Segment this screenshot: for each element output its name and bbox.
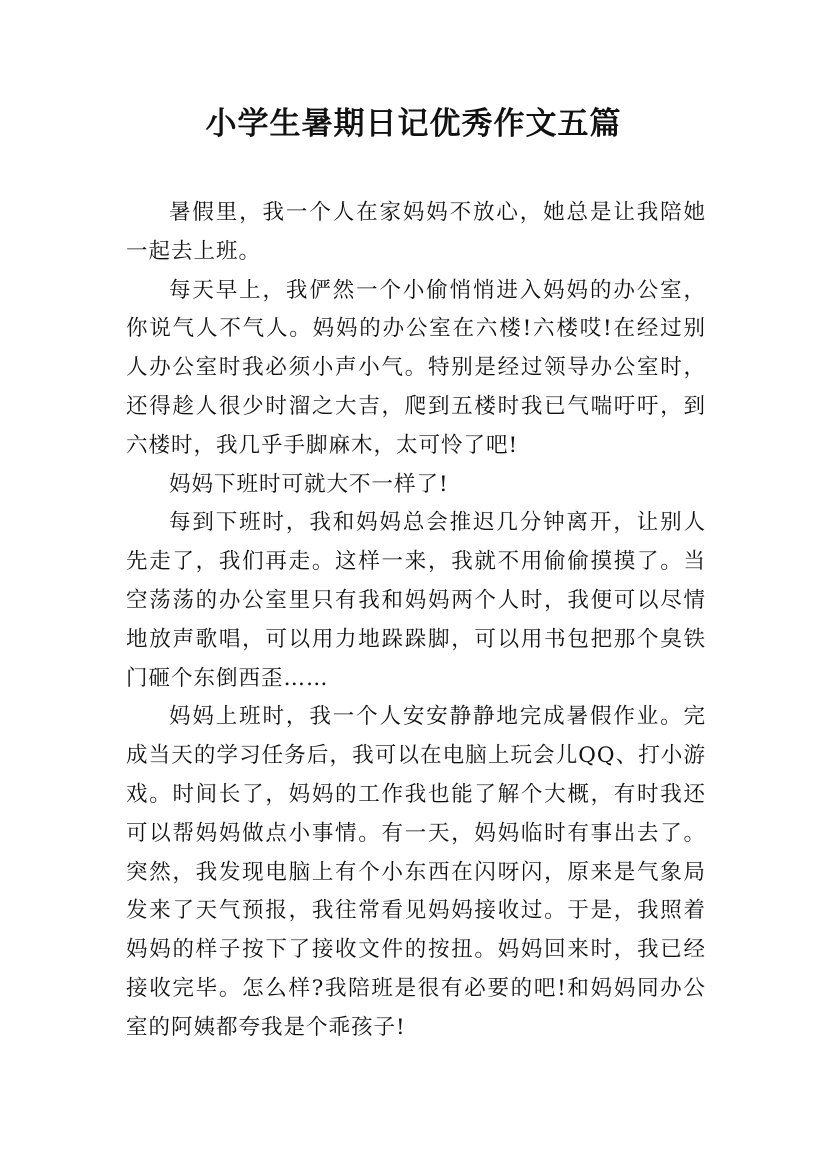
document-title: 小学生暑期日记优秀作文五篇 xyxy=(205,106,622,142)
paragraph-3: 妈妈下班时可就大不一样了! xyxy=(169,471,449,497)
paragraph-4: 每到下班时，我和妈妈总会推迟几分钟离开，让别人先走了，我们再走。这样一来，我就不用偷偷摸摸了。当空荡荡的办公室里只有我和妈妈两个人时，我便可以尽情地放声歌唱，可以用力地跺跺脚，可以用书包把那个臭铁门砸个东倒西歪…… xyxy=(126,510,706,691)
paragraph-1: 暑假里，我一个人在家妈妈不放心，她总是让我陪她一起去上班。 xyxy=(126,200,706,264)
paragraph-5: 妈妈上班时，我一个人安安静静地完成暑假作业。完成当天的学习任务后，我可以在电脑上玩会儿QQ、打小游戏。时间长了，妈妈的工作我也能了解个大概，有时我还可以帮妈妈做点小事情。有一天，妈妈临时有事出去了。突然，我发现电脑上有个小东西在闪呀闪，原来是气象局发来了天气预报，我往常看见妈妈接收过。于是，我照着妈妈的样子按下了接收文件的按扭。妈妈回来时，我已经接收完毕。怎么样?我陪班是很有必要的吧!和妈妈同办公室的阿姨都夸我是个乖孩子! xyxy=(126,704,706,1040)
paragraph-2: 每天早上，我俨然一个小偷悄悄进入妈妈的办公室，你说气人不气人。妈妈的办公室在六楼!六楼哎!在经过别人办公室时我必须小声小气。特别是经过领导办公室时，还得趁人很少时溜之大吉，爬到五楼时我已气喘吁吁，到六楼时，我几乎手脚麻木，太可怜了吧! xyxy=(126,277,706,458)
document-body xyxy=(126,194,706,1048)
